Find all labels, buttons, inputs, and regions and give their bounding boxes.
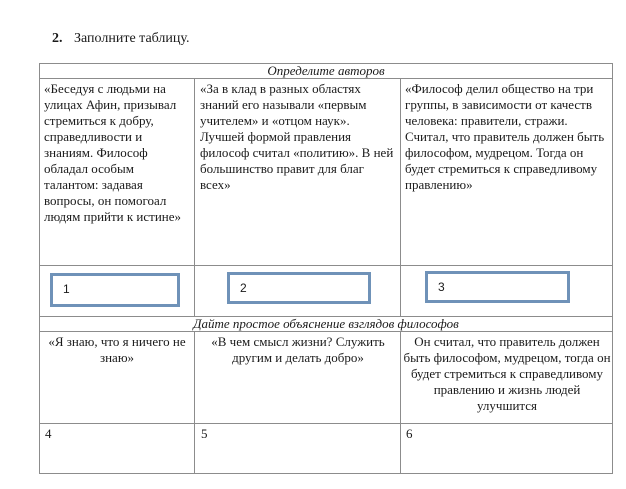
- column-divider: [194, 78, 195, 316]
- table-divider: [39, 265, 613, 266]
- table-border-right: [612, 63, 613, 474]
- section-header-authors: Определите авторов: [267, 63, 385, 78]
- answer-box-1[interactable]: 1: [50, 273, 180, 307]
- worksheet-table: [39, 63, 613, 474]
- answer-cell-6[interactable]: 6: [406, 426, 413, 441]
- task-number: 2.: [52, 31, 63, 46]
- statement-cell-1: «Я знаю, что я ничего не знаю»: [48, 334, 186, 365]
- task-instruction: Заполните таблицу.: [74, 31, 190, 46]
- quote-cell-2: «За в клад в разных областях знаний его называли «первым учителем» и «отцом наук». Лучшей формой правления философ считал «политию». В ней большинство правит для благ всех»: [200, 81, 394, 192]
- column-divider: [194, 331, 195, 473]
- quote-cell-1: «Беседуя с людьми на улицах Афин, призывал стремиться к добру, справедливости и знаниям. Философ обладал особым талантом: задавая вопросы, он помогоал людям прийти к истине»: [44, 81, 182, 224]
- column-divider: [400, 331, 401, 473]
- answer-box-2[interactable]: 2: [227, 272, 371, 304]
- answer-cell-4[interactable]: 4: [45, 426, 52, 441]
- table-divider: [39, 423, 613, 424]
- quote-cell-3: «Философ делил общество на три группы, в зависимости от качеств человека: правители, стражи. Считал, что правитель должен быть философом, мудрецом. Тогда он будет стремиться к справедливому правлению»: [405, 81, 605, 192]
- table-border-left: [39, 63, 40, 474]
- section-header-explain: Дайте простое объяснение взглядов философов: [193, 316, 459, 331]
- statement-cell-2: «В чем смысл жизни? Служить другим и делать добро»: [211, 334, 385, 365]
- statement-cell-3: Он считал, что правитель должен быть философом, мудрецом, тогда он будет стремиться к справедливому правлению и жизнь людей улучшится: [403, 334, 611, 413]
- task-heading: [52, 31, 190, 47]
- column-divider: [400, 78, 401, 316]
- answer-box-3[interactable]: 3: [425, 271, 570, 303]
- answer-cell-5[interactable]: 5: [201, 426, 208, 441]
- table-border-bottom: [39, 473, 613, 474]
